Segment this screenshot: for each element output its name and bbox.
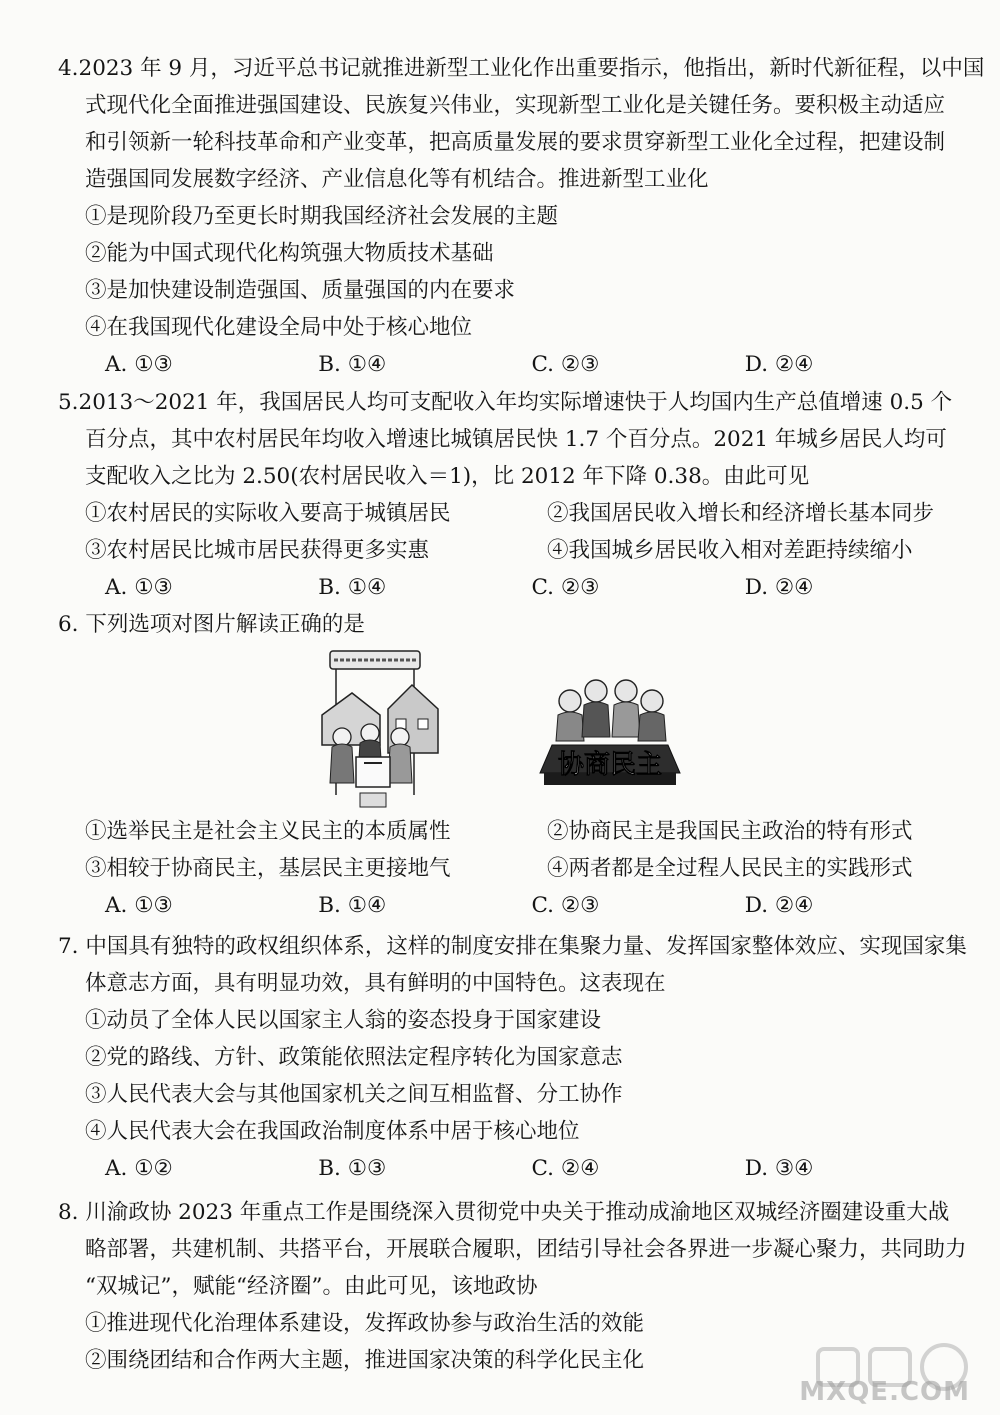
- window-shape: [418, 719, 428, 729]
- person-head: [585, 680, 607, 702]
- person-head: [615, 680, 637, 702]
- ballot-box-base: [360, 793, 386, 807]
- answer-choices: [58, 569, 958, 606]
- watermark-text: MXQE.COM: [799, 1377, 970, 1407]
- question-stem-line: 体意志方面，具有明显功效，具有鲜明的中国特色。这表现在: [85, 971, 666, 996]
- person-body: [330, 744, 354, 783]
- person-head: [391, 728, 409, 746]
- question-stem-line: 造强国同发展数字经济、产业信息化等有机结合。推进新型工业化: [85, 167, 709, 192]
- choice-c: C. ②③: [531, 352, 600, 377]
- option-statement: ②我国居民收入增长和经济增长基本同步: [547, 501, 935, 526]
- question-stem-line: 百分点，其中农村居民年均收入增速比城镇居民快 1.7 个百分点。2021 年城乡居民人均可: [85, 427, 947, 452]
- question-stem-line: 7. 中国具有独特的政权组织体系，这样的制度安排在集聚力量、发挥国家整体效应、实现国家集: [58, 934, 967, 959]
- option-row: [58, 813, 958, 850]
- answer-choices: [58, 346, 958, 383]
- question-6-options: [58, 813, 958, 924]
- choice-c: C. ②③: [531, 893, 600, 918]
- option-statement: ④人民代表大会在我国政治制度体系中居于核心地位: [85, 1119, 580, 1144]
- answer-choices: [58, 1150, 958, 1187]
- choice-b: B. ①④: [318, 352, 387, 377]
- person-body: [612, 702, 640, 737]
- cartoon-illustrations: [300, 645, 720, 815]
- choice-c: C. ②④: [531, 1156, 600, 1181]
- question-stem-line: “双城记”，赋能“经济圈”。由此可见，该地政协: [85, 1274, 538, 1299]
- choice-b: B. ①④: [318, 893, 387, 918]
- option-row: [58, 495, 958, 532]
- choice-c: C. ②③: [531, 575, 600, 600]
- choice-d: D. ②④: [744, 893, 814, 918]
- option-statement: ④两者都是全过程人民民主的实践形式: [547, 856, 913, 881]
- option-statement: ①农村居民的实际收入要高于城镇居民: [85, 501, 451, 526]
- option-statement: ②能为中国式现代化构筑强大物质技术基础: [85, 241, 494, 266]
- question-stem-line: 和引领新一轮科技革命和产业变革，把高质量发展的要求贯穿新型工业化全过程，把建设制: [85, 130, 946, 155]
- question-5: [58, 384, 958, 606]
- option-statement: ③农村居民比城市居民获得更多实惠: [85, 538, 430, 563]
- option-row: [58, 532, 958, 569]
- choice-a: A. ①③: [105, 893, 173, 918]
- ballot-box: [356, 757, 390, 787]
- option-statement: ④我国城乡居民收入相对差距持续缩小: [547, 538, 913, 563]
- question-stem-line: 6. 下列选项对图片解读正确的是: [58, 612, 365, 637]
- person-body: [638, 712, 666, 741]
- election-cartoon: [322, 651, 438, 807]
- option-statement: ①选举民主是社会主义民主的本质属性: [85, 819, 451, 844]
- consultation-cartoon: [540, 680, 680, 785]
- choice-a: A. ①③: [105, 352, 173, 377]
- option-statement: ③是加快建设制造强国、质量强国的内在要求: [85, 278, 516, 303]
- choice-d: D. ②④: [744, 352, 814, 377]
- question-stem-line: 支配收入之比为 2.50(农村居民收入＝1)，比 2012 年下降 0.38。由此可见: [85, 464, 810, 489]
- person-body: [388, 744, 412, 783]
- question-7: [58, 928, 967, 1187]
- question-stem-line: 4.2023 年 9 月，习近平总书记就推进新型工业化作出重要指示，他指出，新时代新征程，以中国: [58, 56, 985, 81]
- person-body: [582, 702, 610, 737]
- question-stem-line: 5.2013～2021 年，我国居民人均可支配收入年均实际增速快于人均国内生产总值增速 0.5 个: [58, 390, 953, 415]
- option-statement: ①动员了全体人民以国家主人翁的姿态投身于国家建设: [85, 1008, 602, 1033]
- option-statement: ③相较于协商民主，基层民主更接地气: [85, 856, 451, 881]
- person-head: [641, 690, 663, 712]
- question-stem-line: 式现代化全面推进强国建设、民族复兴伟业，实现新型工业化是关键任务。要积极主动适应: [85, 93, 946, 118]
- answer-choices: [58, 887, 958, 924]
- option-statement: ②围绕团结和合作两大主题，推进国家决策的科学化民主化: [85, 1348, 645, 1373]
- question-6: [58, 606, 958, 643]
- question-stem-line: 8. 川渝政协 2023 年重点工作是围绕深入贯彻党中央关于推动成渝地区双城经济圈建设重大战: [58, 1200, 950, 1225]
- option-statement: ②党的路线、方针、政策能依照法定程序转化为国家意志: [85, 1045, 623, 1070]
- choice-d: D. ③④: [744, 1156, 814, 1181]
- option-statement: ①是现阶段乃至更长时期我国经济社会发展的主题: [85, 204, 559, 229]
- option-row: [58, 850, 958, 887]
- person-head: [333, 728, 351, 746]
- question-6-illustrations: [300, 645, 720, 815]
- person-head: [559, 690, 581, 712]
- option-statement: ③人民代表大会与其他国家机关之间互相监督、分工协作: [85, 1082, 623, 1107]
- option-statement: ④在我国现代化建设全局中处于核心地位: [85, 315, 473, 340]
- choice-d: D. ②④: [744, 575, 814, 600]
- choice-b: B. ①③: [318, 1156, 387, 1181]
- person-head: [361, 724, 379, 742]
- option-statement: ①推进现代化治理体系建设，发挥政协参与政治生活的效能: [85, 1311, 645, 1336]
- choice-a: A. ①③: [105, 575, 173, 600]
- question-stem-line: 略部署，共建机制、共搭平台，开展联合履职，团结引导社会各界进一步凝心聚力，共同助力: [85, 1237, 967, 1262]
- person-body: [556, 712, 584, 741]
- option-statement: ②协商民主是我国民主政治的特有形式: [547, 819, 913, 844]
- choice-b: B. ①④: [318, 575, 387, 600]
- figure-caption: 协商民主: [557, 750, 663, 780]
- choice-a: A. ①②: [105, 1156, 173, 1181]
- question-4: [58, 50, 985, 383]
